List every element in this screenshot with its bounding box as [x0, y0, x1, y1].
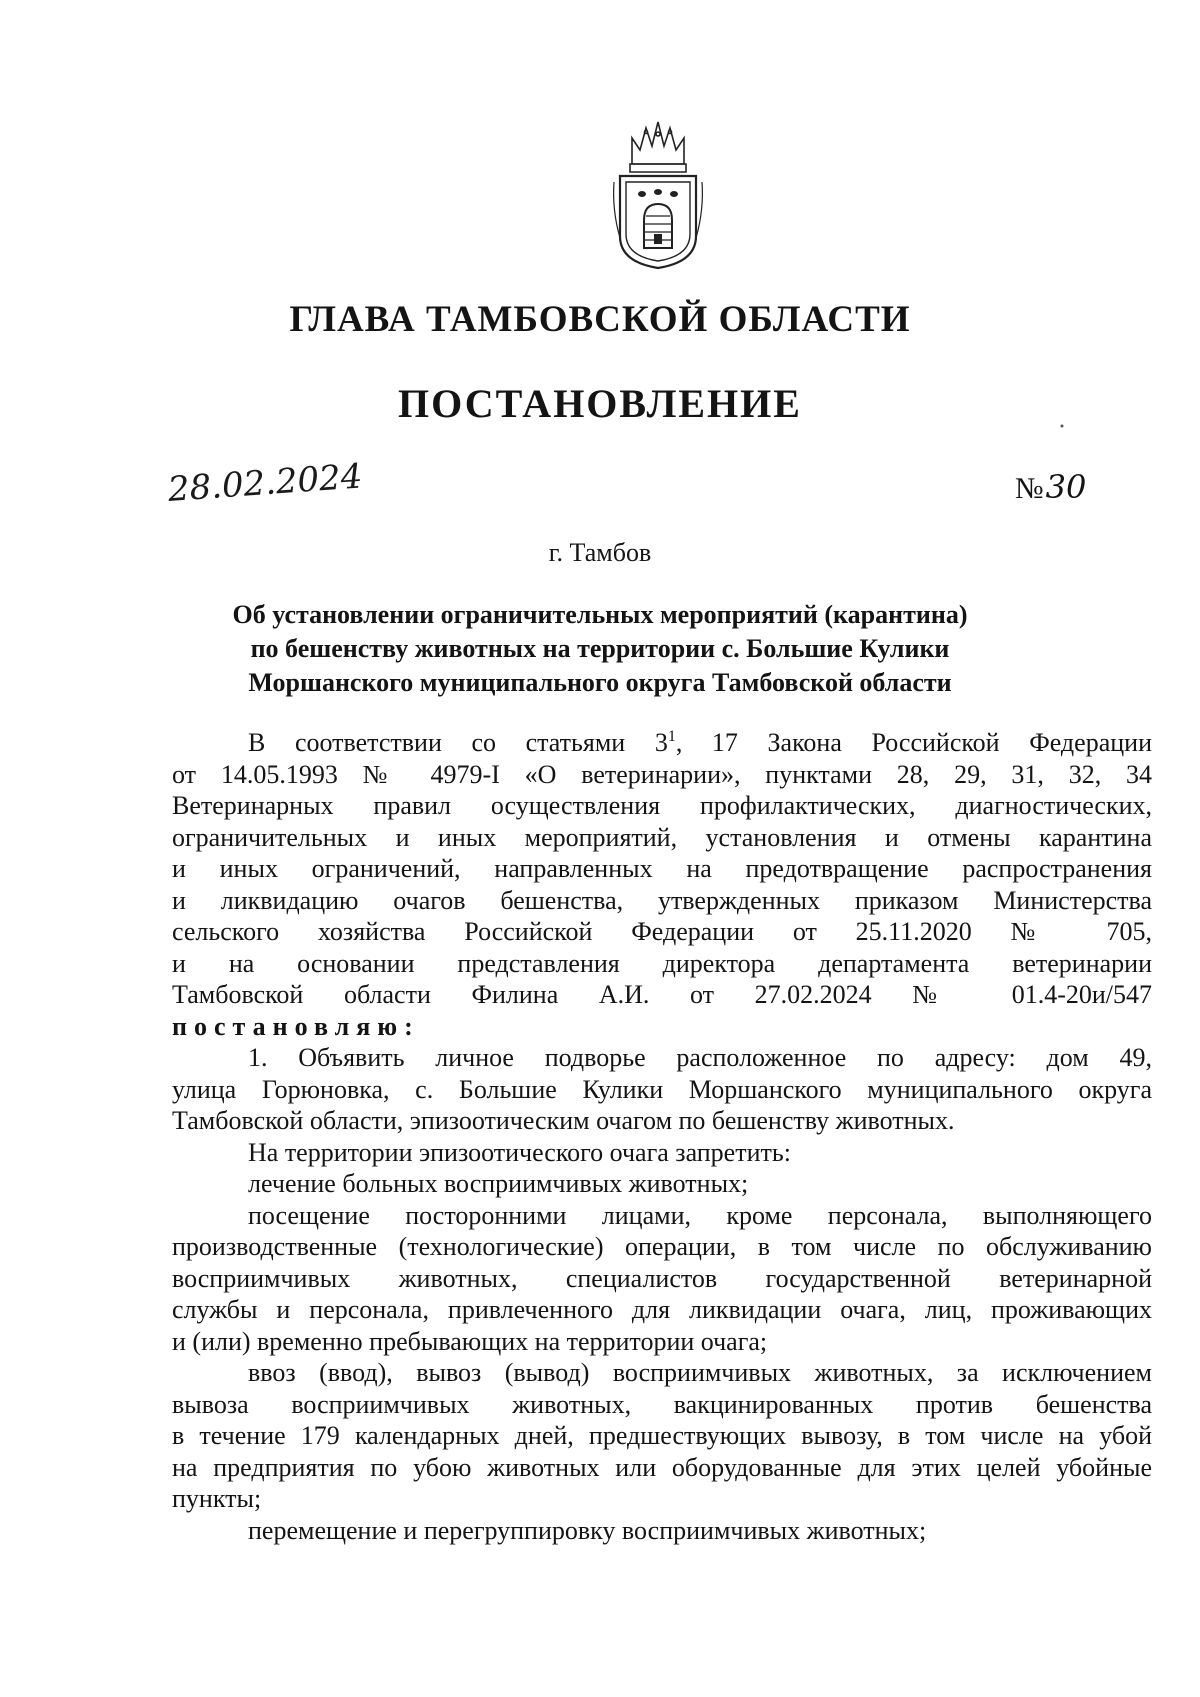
document-number [1015, 468, 1086, 506]
prohibit-intro: На территории эпизоотического очага запретить: [248, 1137, 791, 1167]
ban-item: перемещение и перегруппировку восприимчивых животных; [248, 1515, 927, 1545]
document-type: ПОСТАНОВЛЕНИЕ [398, 381, 802, 426]
preamble-line: от 14.05.1993 № 4979-I «О ветеринарии», пунктами 28, 29, 31, 32, 34 [172, 759, 1152, 789]
preamble-line [172, 727, 1152, 759]
superscript: 1 [667, 728, 676, 745]
ban-item-line: ввоз (ввод), вывоз (вывод) восприимчивых животных, за исключением [248, 1358, 1152, 1387]
preamble-line: и на основании представления директора департамента ветеринарии [172, 948, 1152, 978]
preamble-text: , 17 Закона Российской Федерации [675, 728, 1152, 757]
document-subject [0, 598, 1200, 700]
preamble-line: сельского хозяйства Российской Федерации от 25.11.2020 № 705, [172, 917, 1152, 946]
subject-line: Моршанского муниципального округа Тамбовской области [248, 668, 952, 697]
ban-item-line: службы и персонала, привлеченного для ликвидации очага, лиц, проживающих [172, 1295, 1152, 1324]
ban-item-line: вывоза восприимчивых животных, вакцинированных против бешенства [172, 1389, 1152, 1419]
preamble-line: ограничительных и иных мероприятий, установления и отмены карантина [172, 822, 1152, 852]
number-sign: № [1015, 472, 1044, 505]
ban-item-line: посещение посторонними лицами, кроме персонала, выполняющего [248, 1200, 1152, 1230]
ban-item-line: и (или) временно пребывающих на территории очага; [172, 1326, 768, 1356]
handwritten-number: 30 [1045, 468, 1087, 506]
ban-item-line: пункты; [172, 1484, 262, 1513]
preamble-line: и ликвидацию очагов бешенства, утвержденных приказом Министерства [172, 885, 1152, 915]
preamble-line: Тамбовской области Филина А.И. от 27.02.2024 № 01.4-20и/547 [172, 980, 1152, 1009]
preamble-line: и иных ограничений, направленных на предотвращение распространения [172, 854, 1152, 883]
item1-line: улица Горюновка, с. Большие Кулики Моршанского муниципального округа [172, 1074, 1152, 1104]
preamble-text: В соответствии со статьями 3 [248, 728, 668, 757]
item1-line: Тамбовской области, эпизоотическим очагом по бешенству животных. [172, 1106, 955, 1135]
handwritten-date: 28.02.2024 [166, 456, 364, 510]
issuing-authority: ГЛАВА ТАМБОВСКОЙ ОБЛАСТИ [289, 299, 911, 340]
subject-line: по бешенству животных на территории с. Большие Кулики [250, 634, 950, 663]
place-of-issue: г. Тамбов [548, 538, 652, 567]
item1-line: 1. Объявить личное подворье расположенное по адресу: дом 49, [248, 1043, 1152, 1072]
subject-line: Об установлении ограничительных мероприятий (карантина) [232, 600, 968, 629]
ban-item-line: на предприятия по убою животных или оборудованные для этих целей убойные [172, 1452, 1152, 1482]
ban-item-line: в течение 179 календарных дней, предшествующих вывозу, в том числе на убой [172, 1421, 1152, 1450]
stray-mark [1060, 415, 1064, 419]
ban-item: лечение больных восприимчивых животных; [248, 1169, 749, 1198]
ban-item-line: восприимчивых животных, специалистов государственной ветеринарной [172, 1263, 1152, 1293]
document-body [172, 727, 1152, 1546]
preamble-line: Ветеринарных правил осуществления профилактических, диагностических, [172, 791, 1152, 820]
coat-of-arms-icon [610, 120, 706, 270]
decree-word: постановляю: [172, 1011, 420, 1041]
ban-item-line: производственные (технологические) операции, в том числе по обслуживанию [172, 1232, 1152, 1261]
